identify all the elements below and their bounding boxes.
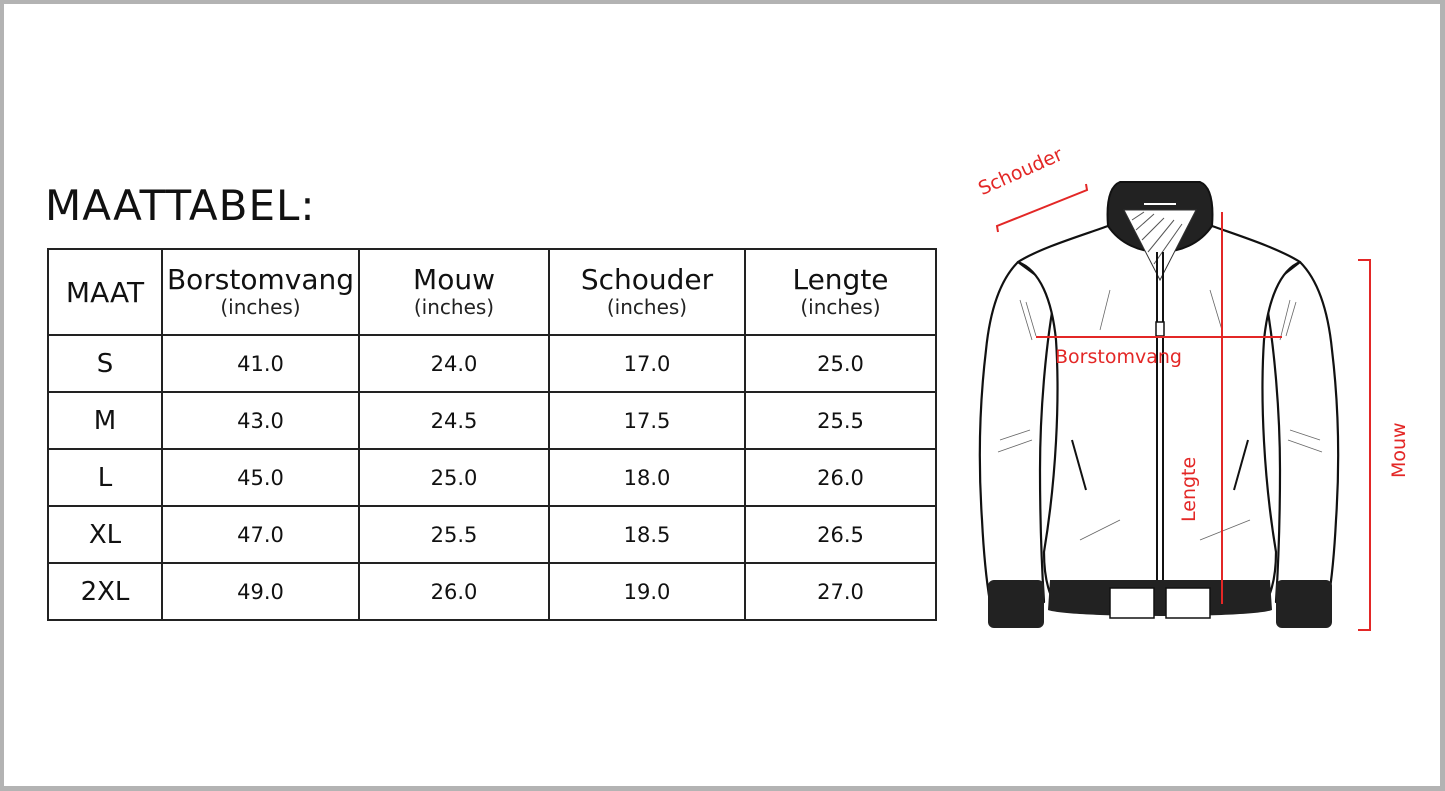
- lengte-cell: 26.5: [745, 506, 936, 563]
- header-mouw: Mouw (inches): [359, 249, 549, 335]
- table-row: [48, 392, 936, 449]
- lengte-cell: 27.0: [745, 563, 936, 620]
- page-title: MAATTABEL:: [45, 181, 316, 230]
- header-lengte: Lengte (inches): [745, 249, 936, 335]
- size-cell: S: [48, 335, 162, 392]
- schouder-cell: 17.0: [549, 335, 745, 392]
- mouw-cell: 24.0: [359, 335, 549, 392]
- borstomvang-cell: 45.0: [162, 449, 359, 506]
- schouder-cell: 18.5: [549, 506, 745, 563]
- borstomvang-cell: 43.0: [162, 392, 359, 449]
- size-cell: 2XL: [48, 563, 162, 620]
- table-row: [48, 563, 936, 620]
- table-row: [48, 335, 936, 392]
- schouder-cell: 17.5: [549, 392, 745, 449]
- mouw-cell: 26.0: [359, 563, 549, 620]
- size-cell: XL: [48, 506, 162, 563]
- mouw-cell: 24.5: [359, 392, 549, 449]
- jacket-measurement-diagram: [960, 140, 1410, 660]
- jacket-illustration-icon: [960, 140, 1400, 660]
- table-header-row: [48, 249, 936, 335]
- sleeve-label: Mouw: [1388, 422, 1410, 478]
- mouw-cell: 25.5: [359, 506, 549, 563]
- header-schouder: Schouder (inches): [549, 249, 745, 335]
- borstomvang-cell: 49.0: [162, 563, 359, 620]
- size-cell: L: [48, 449, 162, 506]
- length-label: Lengte: [1178, 456, 1200, 522]
- size-table: [47, 248, 937, 621]
- mouw-cell: 25.0: [359, 449, 549, 506]
- header-borstomvang: Borstomvang (inches): [162, 249, 359, 335]
- borstomvang-cell: 41.0: [162, 335, 359, 392]
- table-row: [48, 506, 936, 563]
- schouder-cell: 18.0: [549, 449, 745, 506]
- shoulder-label: Schouder: [975, 143, 1067, 200]
- schouder-cell: 19.0: [549, 563, 745, 620]
- size-cell: M: [48, 392, 162, 449]
- chest-label: Borstomvang: [1055, 346, 1182, 368]
- table-row: [48, 449, 936, 506]
- borstomvang-cell: 47.0: [162, 506, 359, 563]
- header-maat: MAAT: [48, 249, 162, 335]
- lengte-cell: 25.0: [745, 335, 936, 392]
- lengte-cell: 26.0: [745, 449, 936, 506]
- lengte-cell: 25.5: [745, 392, 936, 449]
